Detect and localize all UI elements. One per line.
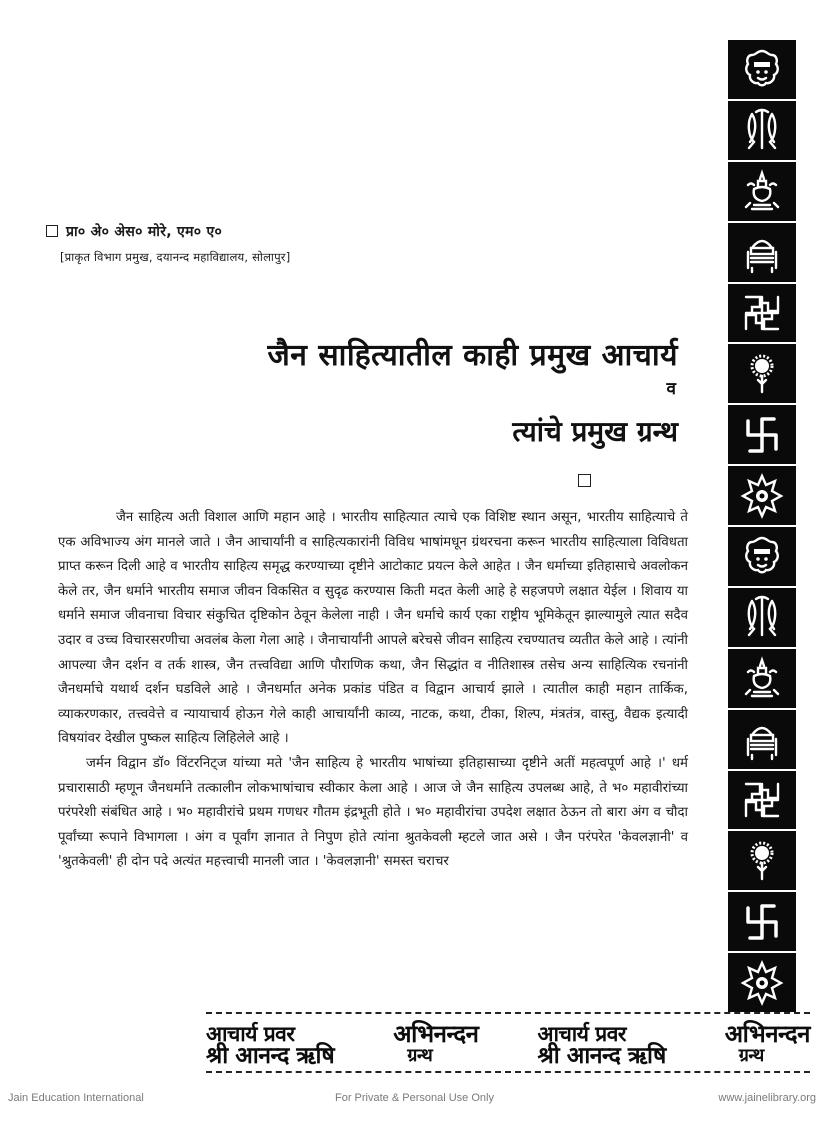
twin-fish-icon — [728, 101, 796, 162]
mirror-face-icon — [728, 40, 796, 101]
mirror-face-icon — [728, 527, 796, 588]
star-flower-icon — [728, 953, 796, 1012]
page-footer — [0, 1092, 828, 1108]
footer-website-link[interactable]: www.jainelibrary.org — [718, 1092, 816, 1104]
author-line — [46, 222, 222, 241]
banner-bottom-rule — [206, 1071, 810, 1078]
banner-top-rule — [206, 1012, 810, 1019]
lotus-mirror-icon — [728, 344, 796, 405]
kalash-vase-icon — [728, 649, 796, 710]
throne-seat-icon — [728, 223, 796, 284]
paragraph-1: जैन साहित्य अती विशाल आणि महान आहे । भारतीय साहित्यात त्याचे एक विशिष्ट स्थान असून, भारतीय साहित्याचे ते एक अविभाज्य अंग मानले जाते । जैन आचार्यांनी व साहित्यकारांनी विविध भाषांमधून ग्रंथरचना करून भारतीय साहित्याला विविधता प्राप्त करून दिली आहे व भारतीय साहित्य समृद्ध करण्याच्या दृष्टीने आटोकाट प्रयत्न केले आहेत । जैन धर्माच्या इतिहासाचे अवलोकन केले तर, जैन धर्माने भारतीय समाज जीवन विकसित व सुदृढ करण्यास किती मदत केली आहे हे सहजपणे लक्षात येईल । शिवाय या धर्माने समाज जीवनाचा विचार संकुचित दृष्टिकोन ठेवून केलेला नाही । जैन धर्माचे कार्य एका राष्ट्रीय भूमिकेतून झाल्यामुले त्यात सदैव उदार व उच्च विचारसरणीचा अवलंब केला गेला आहे । जैनाचार्यांनी आपले बरेचसे जीवन साहित्य रचण्यातच व्यतीत केले आहे । त्यांनी आपल्या जैन दर्शन व तर्क शास्त्र, जैन तत्त्वविद्या आणि पौराणिक कथा, जैन सिद्धांत व नीतिशास्त्र तसेच अन्य साहित्यिक रचनांनी जैनधर्माचे यथार्थ दर्शन घडविले आहे । जैनधर्मात अनेक प्रकांड पंडित व विद्वान आचार्य झाले । त्यातील काही महान तार्किक, व्याकरणकार, तत्त्ववेत्ते व न्यायाचार्य होऊन गेले काही आचार्यांनी काव्य, नाटक, कथा, टीका, शिल्प, मंत्रतंत्र, वास्तु, वैद्यक इत्यादी विषयांवर देखील पुष्कल साहित्य लिहिलेले आहे । — [58, 510, 688, 747]
article-title-conjunction: व — [666, 379, 676, 399]
throne-seat-icon — [728, 710, 796, 771]
kalash-vase-icon — [728, 162, 796, 223]
footer-usage-note: For Private & Personal Use Only — [335, 1092, 494, 1104]
author-name: प्रा० अे० अेस० मोरे, एम० ए० — [66, 224, 223, 240]
swastika-icon — [728, 892, 796, 953]
banner-segment-acharya-1: आचार्य प्रवर श्री आनन्द ऋषि — [206, 1022, 335, 1069]
author-affiliation: [प्राकृत विभाग प्रमुख, दयानन्द महाविद्यालय, सोलापुर] — [60, 250, 291, 264]
twin-fish-icon — [728, 588, 796, 649]
footer-publisher: Jain Education International — [8, 1092, 144, 1104]
banner-segment-abhinandan-1: अभिनन्दन ग्रन्थ — [393, 1020, 479, 1066]
nandyavarta-icon — [728, 284, 796, 345]
title-end-square-icon — [578, 474, 591, 487]
paragraph-2: जर्मन विद्वान डॉ० विंटरनिट्ज यांच्या मते 'जैन साहित्य हे भारतीय भाषांच्या इतिहासाच्या दृष्टीने अतीं महत्वपूर्ण आहे ।' धर्म प्रचारासाठी म्हणून जैनधर्माने तत्कालीन लोकभाषांचाच स्वीकार केला आहे । आज जे जैन साहित्य उपलब्ध आहे, ते भ० महावीरांच्या परंपरेशी संबंधित आहे । भ० महावीरांचे प्रथम गणधर गौतम इंद्रभूती होते । भ० महावीरांचा उपदेश लक्षात ठेऊन तो बारा अंग व चौदा पूर्वांच्या रूपाने विभागला । अंग व पूर्वांग ज्ञानात ते निपुण होते त्यांना श्रुतकेवली म्हटले जात असे । जैन परंपरेत 'केवलज्ञानी' व 'श्रुतकेवली' ही दोन पदे अत्यंत महत्त्वाची मानली जात । 'केवलज्ञानी' समस्त चराचर — [58, 755, 688, 870]
banner-segment-abhinandan-2: अभिनन्दन ग्रन्थ — [724, 1020, 810, 1066]
star-flower-icon — [728, 466, 796, 527]
article-title-line1: जैन साहित्यातील काही प्रमुख आचार्य — [267, 338, 678, 373]
square-bullet-icon — [46, 225, 58, 237]
article-title-line2: त्यांचे प्रमुख ग्रन्थ — [512, 415, 678, 448]
banner-segment-acharya-2: आचार्य प्रवर श्री आनन्द ऋषि — [537, 1022, 666, 1069]
abhinandan-granth-banner — [206, 1012, 810, 1076]
auspicious-symbols-border — [728, 40, 796, 1012]
swastika-icon — [728, 405, 796, 466]
nandyavarta-icon — [728, 771, 796, 832]
lotus-mirror-icon — [728, 831, 796, 892]
article-body — [58, 506, 688, 875]
